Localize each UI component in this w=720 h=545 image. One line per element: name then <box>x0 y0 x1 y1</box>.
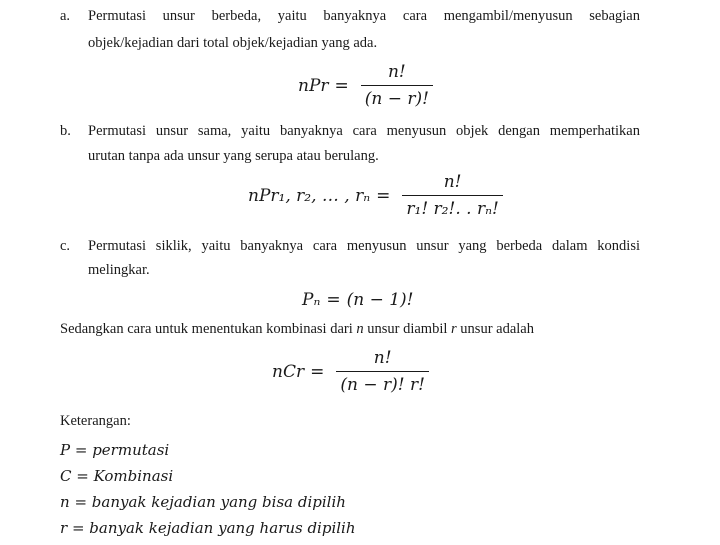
item-a-line1: Permutasi unsur berbeda, yaitu banyaknya cara mengambil/menyusun sebagian <box>88 8 640 24</box>
kombinasi-var-n: n <box>356 321 364 337</box>
formula-npr-lhs: nPr <box>298 75 329 96</box>
formula-npr-same-lhs: nPr₁, r₂, … , rₙ <box>248 185 371 206</box>
legend-row-p: P = permutasi <box>60 441 170 459</box>
equals-sign: = <box>326 290 341 310</box>
item-b-marker: b. <box>60 123 71 139</box>
item-c-line1: Permutasi siklik, yaitu banyaknya cara menyusun unsur yang berbeda dalam kondisi <box>88 238 640 254</box>
item-c-marker: c. <box>60 238 71 254</box>
formula-npr <box>298 62 433 109</box>
formula-ncr-lhs: nCr <box>272 361 305 382</box>
formula-ncr-denominator: (n − r)! r! <box>336 371 429 395</box>
item-a-marker: a. <box>60 8 71 24</box>
kombinasi-var-r: r <box>451 321 457 337</box>
item-a-line2: objek/kejadian dari total objek/kejadian yang ada. <box>88 35 378 51</box>
formula-npr-fraction <box>361 62 433 109</box>
equals-sign: = <box>310 361 325 382</box>
kombinasi-sentence-post: unsur adalah <box>460 321 534 337</box>
formula-ncr-numerator: n! <box>373 348 392 368</box>
formula-siklik-rhs: (n − 1)! <box>346 290 414 310</box>
legend-var: r <box>60 519 68 537</box>
legend-row-n: n = banyak kejadian yang bisa dipilih <box>60 493 346 511</box>
equals-sign: = <box>334 75 349 96</box>
kombinasi-sentence-pre: Sedangkan cara untuk menentukan kombinasi dari <box>60 321 353 337</box>
item-c-line2: melingkar. <box>88 262 150 278</box>
formula-npr-numerator: n! <box>387 62 406 82</box>
formula-npr-same <box>248 172 503 219</box>
formula-siklik-lhs: Pₙ <box>302 290 321 310</box>
formula-npr-same-fraction <box>402 172 502 219</box>
item-c <box>60 232 660 260</box>
legend-var: C <box>60 467 72 485</box>
item-b-line2: urutan tanpa ada unsur yang serupa atau berulang. <box>88 148 379 164</box>
item-a <box>60 2 660 30</box>
formula-ncr <box>272 348 429 395</box>
legend-row-r: r = banyak kejadian yang harus dipilih <box>60 519 356 537</box>
formula-npr-same-denominator: r₁! r₂!. . rₙ! <box>402 195 502 219</box>
legend-desc: banyak kejadian yang bisa dipilih <box>91 493 346 511</box>
formula-siklik <box>302 290 414 310</box>
kombinasi-sentence <box>60 321 534 338</box>
legend-var: P <box>60 441 71 459</box>
formula-npr-same-numerator: n! <box>443 172 462 192</box>
legend-var: n <box>60 493 70 511</box>
legend-desc: banyak kejadian yang harus dipilih <box>89 519 356 537</box>
item-b-line1: Permutasi unsur sama, yaitu banyaknya cara menyusun objek dengan memperhatikan <box>88 123 640 139</box>
legend-desc: Kombinasi <box>93 467 174 485</box>
item-b <box>60 117 660 145</box>
equals-sign: = <box>376 185 391 206</box>
keterangan-title: Keterangan: <box>60 413 131 429</box>
legend-desc: permutasi <box>92 441 170 459</box>
formula-npr-denominator: (n − r)! <box>361 85 433 109</box>
kombinasi-sentence-mid: unsur diambil <box>367 321 448 337</box>
formula-ncr-fraction <box>336 348 429 395</box>
legend-row-c: C = Kombinasi <box>60 467 174 485</box>
